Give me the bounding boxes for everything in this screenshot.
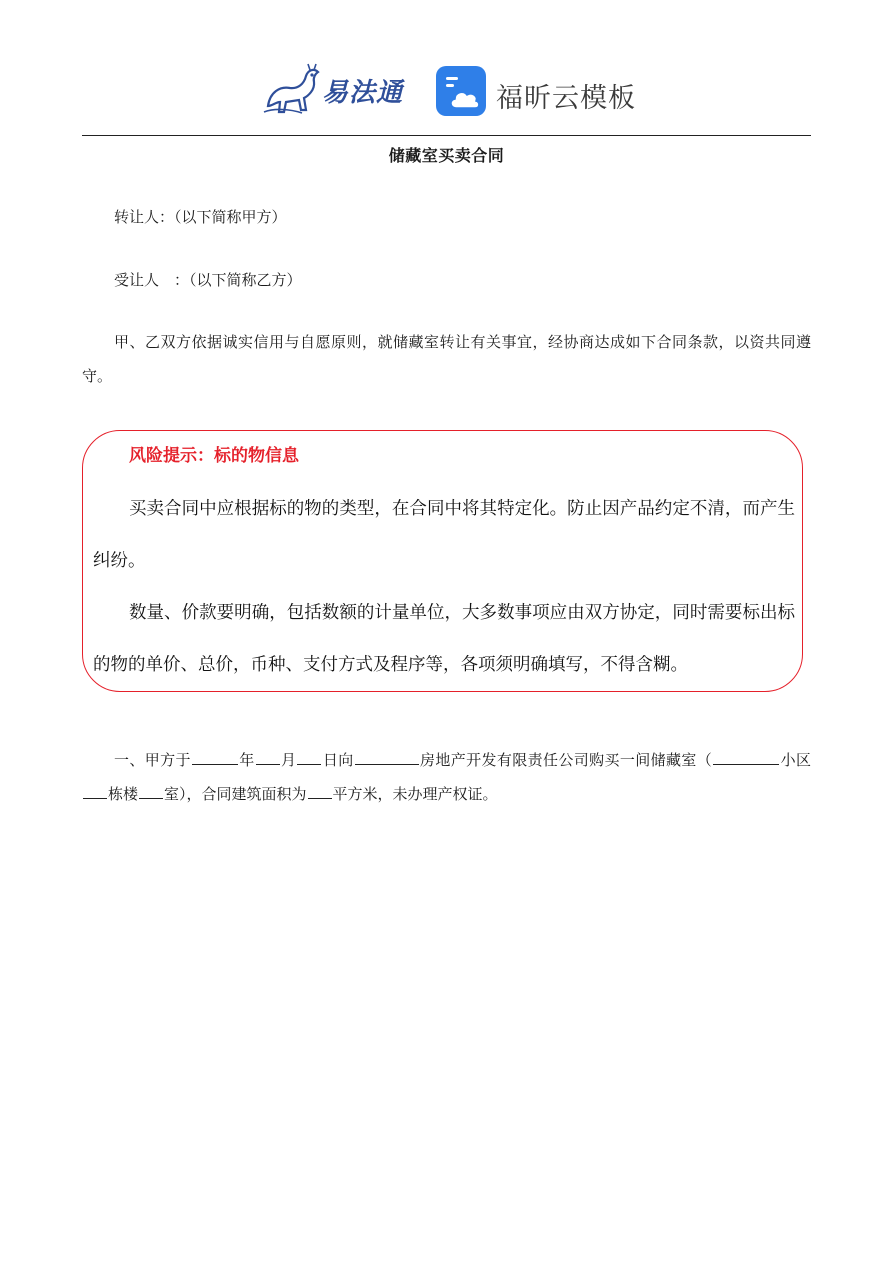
cloud-template-icon	[436, 66, 486, 116]
blank-day[interactable]	[297, 748, 321, 765]
clause-1-text: 小区	[780, 751, 811, 769]
risk-notice-paragraph-2: 数量、价款要明确，包括数额的计量单位，大多数事项应由双方协定，同时需要标出标的物的单价、总价，币种、支付方式及程序等，各项须明确填写，不得含糊。	[93, 603, 795, 675]
foxit-template-logo	[436, 64, 646, 120]
clause-1-text: 栋楼	[108, 785, 139, 803]
mascot-logo-icon	[260, 62, 322, 118]
brand-yifatong: 易法通	[322, 78, 404, 108]
blank-month[interactable]	[256, 748, 280, 765]
clause-1-text: 月	[280, 751, 297, 769]
brand-foxit-template: 福昕云模板	[496, 83, 636, 114]
risk-notice-paragraph-1: 买卖合同中应根据标的物的类型，在合同中将其特定化。防止因产品约定不清，而产生纠纷。	[93, 499, 795, 571]
clause-1-text: 年	[238, 751, 255, 769]
clause-1-text: 室），合同建筑面积为	[164, 785, 307, 803]
blank-year[interactable]	[192, 748, 238, 765]
clause-1	[82, 743, 811, 811]
blank-area[interactable]	[308, 782, 332, 799]
clause-1-text: 平方米，未办理产权证。	[332, 785, 498, 803]
blank-building[interactable]	[83, 782, 107, 799]
header	[0, 58, 893, 124]
clause-1-text: 房地产开发有限责任公司购买一间储藏室（	[419, 751, 713, 769]
yifatong-logo	[260, 62, 420, 118]
risk-notice-title: 风险提示：标的物信息	[129, 446, 299, 466]
transferee-line: 受让人 ：（以下简称乙方）	[114, 271, 302, 289]
clause-1-text: 日向	[322, 751, 354, 769]
header-divider	[82, 135, 811, 136]
clause-1-text: 一、甲方于	[114, 751, 191, 769]
risk-notice-box	[82, 430, 803, 692]
blank-community[interactable]	[713, 748, 779, 765]
transferor-line: 转让人：（以下简称甲方）	[114, 208, 287, 226]
blank-room[interactable]	[139, 782, 163, 799]
blank-company[interactable]	[355, 748, 419, 765]
document-title: 储藏室买卖合同	[388, 146, 505, 165]
preamble-paragraph: 甲、乙双方依据诚实信用与自愿原则，就储藏室转让有关事宜，经协商达成如下合同条款，以资共同遵守。	[82, 333, 811, 385]
